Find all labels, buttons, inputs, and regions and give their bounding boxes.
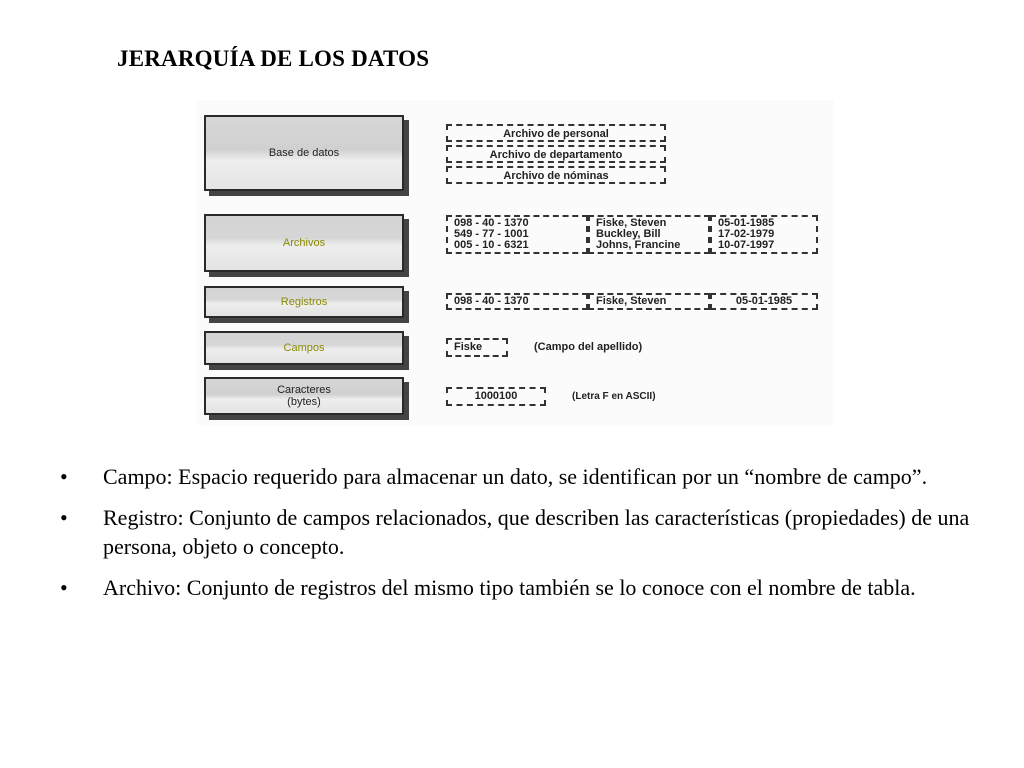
level-files	[204, 214, 404, 272]
file-name-3: Johns, Francine	[596, 239, 681, 251]
file-name-1: Fiske, Steven	[596, 217, 667, 229]
bullet-text: Archivo: Conjunto de registros del mismo tipo también se lo conoce con el nombre de tabla.	[103, 575, 916, 600]
record-date: 05-01-1985	[710, 293, 818, 310]
record-row	[446, 293, 818, 310]
character-note: (Letra F en ASCII)	[572, 391, 656, 402]
level-files-label: Archivos	[282, 237, 326, 249]
bullet-text: Campo: Espacio requerido para almacenar un dato, se identifican por un “nombre de campo”.	[103, 464, 928, 489]
db-file-department: Archivo de departamento	[446, 145, 666, 163]
file-id-1: 098 - 40 - 1370	[454, 217, 529, 229]
file-date-3: 10-07-1997	[718, 239, 775, 251]
file-id-3: 005 - 10 - 6321	[454, 239, 529, 251]
record-name: Fiske, Steven	[588, 293, 710, 310]
bullet-archivo	[60, 573, 970, 602]
file-table	[446, 215, 818, 254]
file-name-2: Buckley, Bill	[596, 228, 661, 240]
file-id-2: 549 - 77 - 1001	[454, 228, 529, 240]
level-fields-label: Campos	[283, 342, 325, 354]
slide-title: JERARQUÍA DE LOS DATOS	[117, 46, 430, 71]
character-value: 1000100	[446, 387, 546, 406]
file-table-dates	[710, 215, 818, 254]
level-characters-line2: (bytes)	[287, 396, 321, 408]
file-date-1: 05-01-1985	[718, 217, 775, 229]
level-characters	[204, 377, 404, 415]
bullet-text: Registro: Conjunto de campos relacionados, que describen las características (propiedades) de una persona, objeto o concepto.	[103, 505, 970, 559]
definition-list	[60, 462, 970, 614]
record-id: 098 - 40 - 1370	[446, 293, 588, 310]
bullet-registro	[60, 503, 970, 561]
field-value: Fiske	[446, 338, 508, 357]
level-records-label: Registros	[280, 296, 328, 308]
db-file-payroll: Archivo de nóminas	[446, 166, 666, 184]
level-characters-line1: Caracteres	[277, 384, 331, 396]
bullet-campo	[60, 462, 970, 491]
bullet-marker: •	[60, 505, 68, 530]
bullet-marker: •	[60, 464, 68, 489]
db-file-personal: Archivo de personal	[446, 124, 666, 142]
level-characters-label	[277, 384, 331, 408]
level-database-label: Base de datos	[268, 147, 340, 159]
file-date-2: 17-02-1979	[718, 228, 775, 240]
file-table-names	[588, 215, 710, 254]
bullet-marker: •	[60, 575, 68, 600]
field-note: (Campo del apellido)	[534, 341, 643, 353]
file-table-ids	[446, 215, 588, 254]
level-fields	[204, 331, 404, 365]
level-database	[204, 115, 404, 191]
level-records	[204, 286, 404, 318]
data-hierarchy-diagram	[196, 100, 834, 425]
